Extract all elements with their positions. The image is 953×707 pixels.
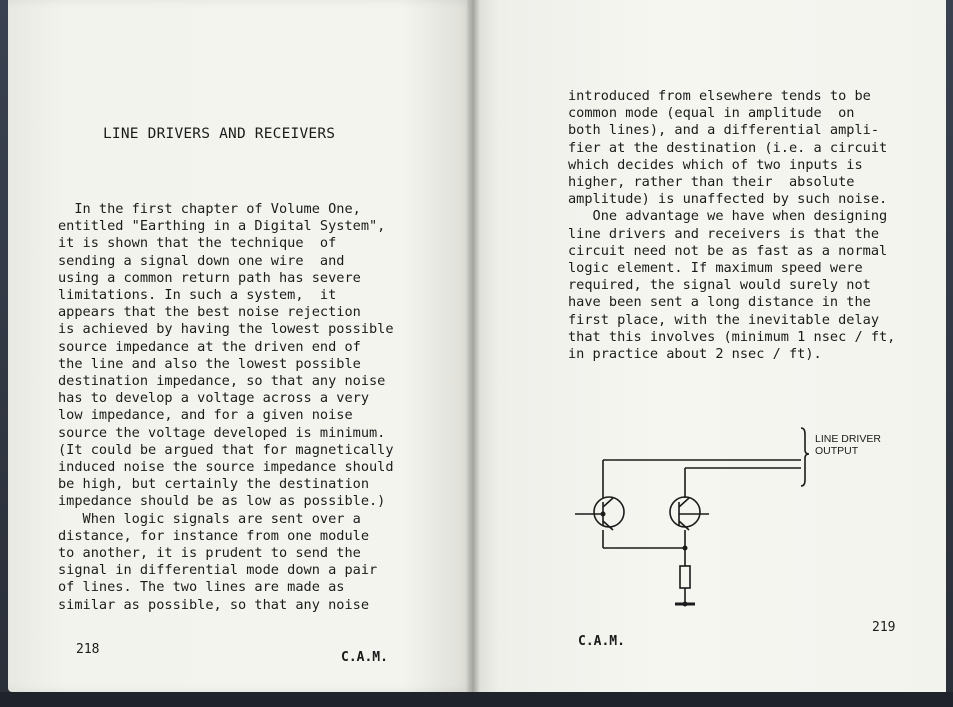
text-line: using a common return path has severe <box>58 269 361 286</box>
text-line: destination impedance, so that any noise <box>58 373 386 390</box>
right-page-body <box>568 88 895 363</box>
junction-dot-rail <box>683 546 688 551</box>
left-page <box>8 0 474 692</box>
text-line: circuit need not be as fast as a normal <box>568 242 888 259</box>
book-gutter <box>466 0 480 700</box>
text-line: fier at the destination (i.e. a circuit <box>568 139 888 156</box>
text-line: When logic signals are sent over a <box>58 510 361 527</box>
text-line: distance, for instance from one module <box>58 527 369 544</box>
chapter-heading: LINE DRIVERS AND RECEIVERS <box>103 126 336 142</box>
book-bottom-edge <box>0 692 953 707</box>
text-line: have been sent a long distance in the <box>568 294 871 311</box>
text-line: has to develop a voltage across a very <box>58 390 369 407</box>
text-line: is achieved by having the lowest possible <box>58 321 394 338</box>
text-line: appears that the best noise rejection <box>58 304 361 321</box>
text-line: in practice about 2 nsec / ft). <box>568 346 822 363</box>
text-line: higher, rather than their absolute <box>568 174 855 191</box>
text-line: first place, with the inevitable delay <box>568 311 879 328</box>
input-dot-left <box>601 512 606 517</box>
text-line: both lines), and a differential ampli- <box>568 122 879 139</box>
output-bracket <box>801 428 809 486</box>
text-line: introduced from elsewhere tends to be <box>568 88 871 104</box>
text-line: low impedance, and for a given noise <box>58 407 353 424</box>
text-line: signal in differential mode down a pair <box>58 562 378 579</box>
text-line: line drivers and receivers is that the <box>568 225 879 242</box>
text-line: (It could be argued that for magnetically <box>58 441 394 458</box>
text-line: sending a signal down one wire and <box>58 252 345 269</box>
text-line: be high, but certainly the destination <box>58 476 369 493</box>
text-line: the line and also the lowest possible <box>58 355 361 372</box>
text-line: required, the signal would surely not <box>568 277 871 294</box>
left-page-body <box>58 201 394 614</box>
text-line: induced noise the source impedance should <box>58 459 394 476</box>
junction-dot-ground <box>683 602 688 607</box>
signature-right: C.A.M. <box>578 634 625 649</box>
emitter-resistor <box>680 566 690 588</box>
text-line: source the voltage developed is minimum. <box>58 424 386 441</box>
text-line: limitations. In such a system, it <box>58 287 337 304</box>
collector-right <box>679 498 689 507</box>
right-page <box>470 0 946 692</box>
text-line: to another, it is prudent to send the <box>58 545 361 562</box>
line-driver-circuit-diagram <box>575 420 915 620</box>
text-line: In the first chapter of Volume One, <box>58 201 361 217</box>
text-line: One advantage we have when designing <box>568 208 888 225</box>
text-line: similar as possible, so that any noise <box>58 596 369 613</box>
signature-left: C.A.M. <box>341 650 388 665</box>
diagram-label-output: OUTPUT <box>815 445 859 457</box>
text-line: impedance should be as low as possible.) <box>58 493 386 510</box>
text-line: entitled "Earthing in a Digital System", <box>58 218 386 235</box>
page-number-right: 219 <box>872 620 896 635</box>
text-line: which decides which of two inputs is <box>568 156 863 173</box>
collector-left <box>603 498 613 507</box>
text-line: source impedance at the driven end of <box>58 338 361 355</box>
text-line: that this involves (minimum 1 nsec / ft, <box>568 328 896 345</box>
page-number-left: 218 <box>76 642 100 657</box>
text-line: amplitude) is unaffected by such noise. <box>568 191 888 208</box>
text-line: common mode (equal in amplitude on <box>568 105 855 122</box>
text-line: logic element. If maximum speed were <box>568 260 863 277</box>
text-line: of lines. The two lines are made as <box>58 579 345 596</box>
diagram-label-line-driver: LINE DRIVER <box>815 433 881 445</box>
text-line: it is shown that the technique of <box>58 235 337 252</box>
